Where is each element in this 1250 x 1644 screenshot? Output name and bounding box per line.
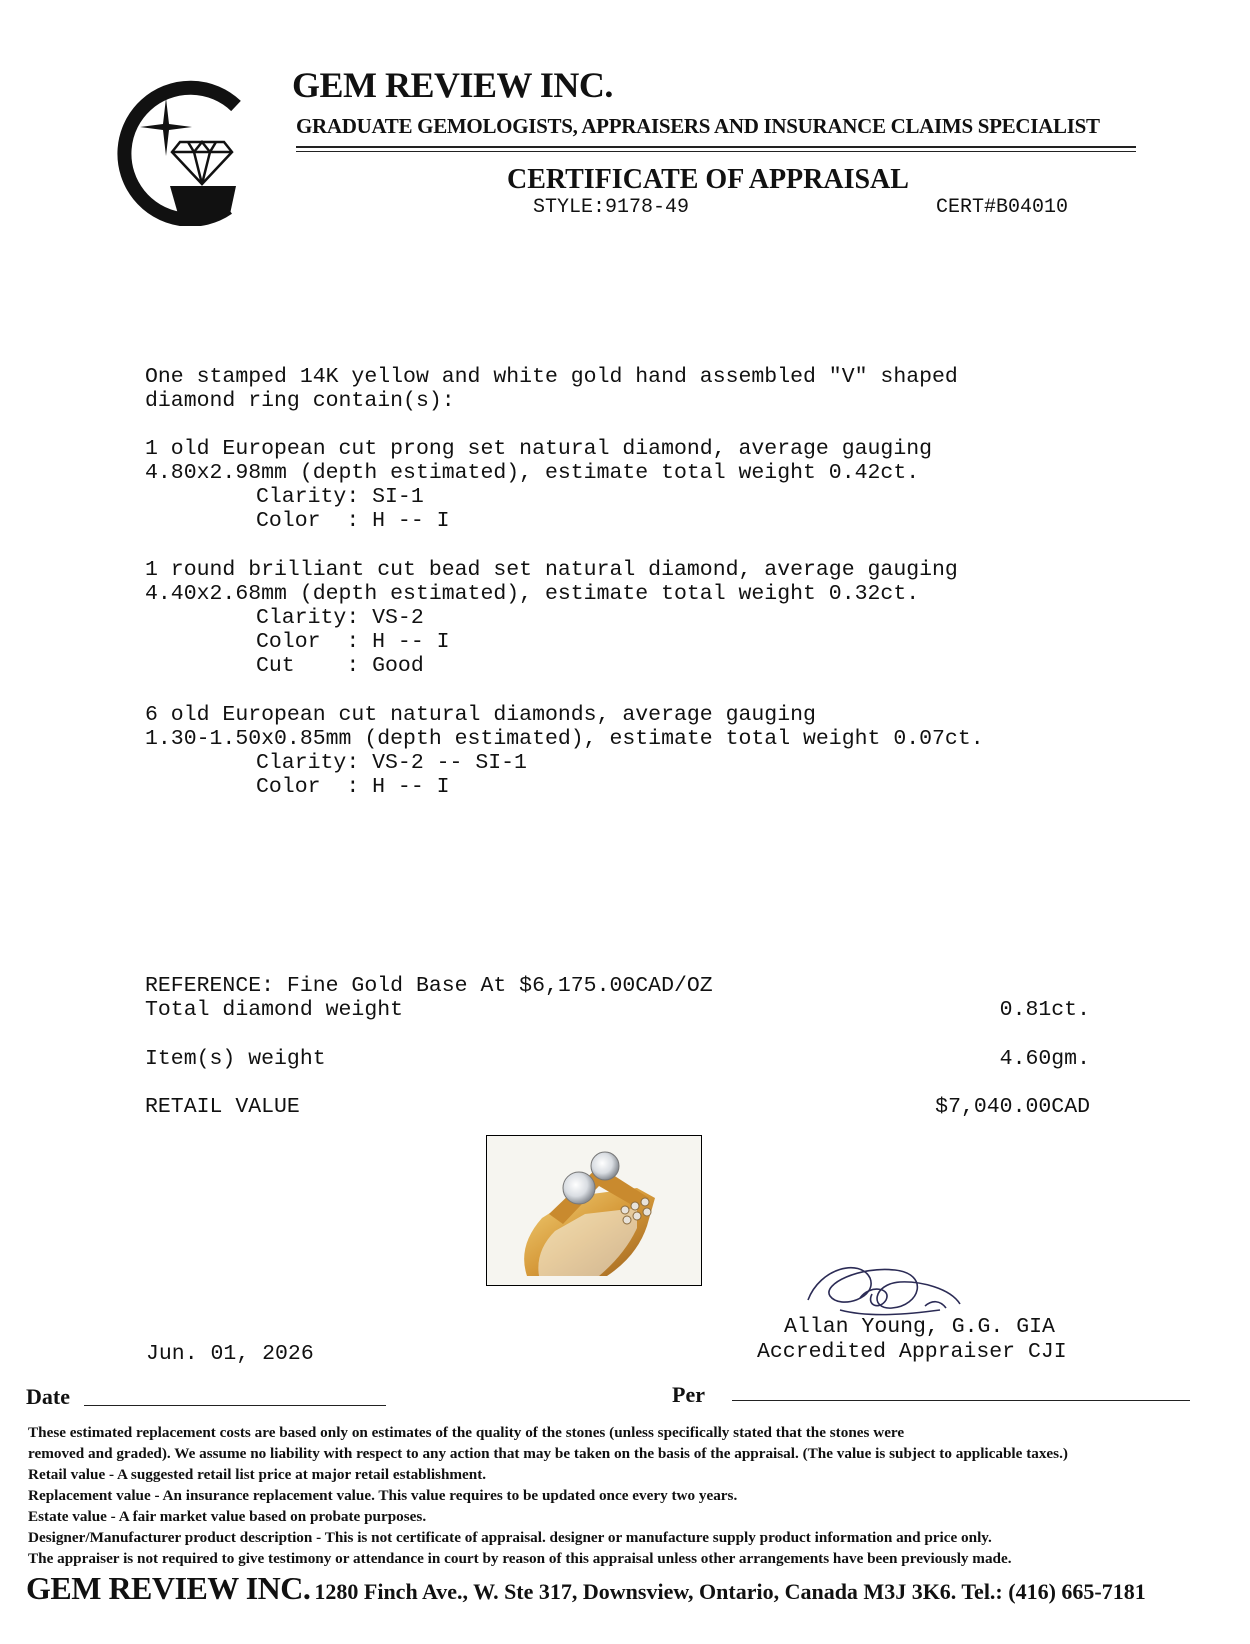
footer-company: GEM REVIEW INC. <box>26 1570 311 1606</box>
retail-value-label: RETAIL VALUE <box>145 1095 300 1119</box>
total-diamond-weight-row <box>145 998 1090 1022</box>
disclaimer-line: removed and graded). We assume no liability with respect to any action that may be taken on the basis of the appraisal. (The value is subject to applicable taxes.) <box>28 1445 1068 1462</box>
company-name: GEM REVIEW INC. <box>292 65 613 105</box>
retail-value-amount: $7,040.00CAD <box>935 1095 1090 1119</box>
company-tagline: GRADUATE GEMOLOGISTS, APPRAISERS AND INSURANCE CLAIMS SPECIALIST <box>296 114 1100 138</box>
per-label: Per <box>672 1382 705 1407</box>
total-diamond-weight-label: Total diamond weight <box>145 998 404 1022</box>
stone-clarity: Clarity: VS-2 <box>256 606 424 630</box>
gold-reference: REFERENCE: Fine Gold Base At $6,175.00CAD/OZ <box>145 974 713 998</box>
retail-value-row <box>145 1095 1090 1119</box>
stone-line: 6 old European cut natural diamonds, average gauging <box>145 703 816 727</box>
stone-color: Color : H -- I <box>256 630 450 654</box>
stone-line: 4.40x2.68mm (depth estimated), estimate total weight 0.32ct. <box>145 582 920 606</box>
stone-clarity: Clarity: SI-1 <box>256 485 424 509</box>
appraiser-credential: Accredited Appraiser CJI <box>757 1340 1067 1364</box>
ring-photo <box>486 1135 702 1286</box>
style-number: STYLE:9178-49 <box>533 196 690 219</box>
header-rule <box>296 151 1136 152</box>
item-weight-label: Item(s) weight <box>145 1047 326 1071</box>
stone-line: 1 round brilliant cut bead set natural diamond, average gauging <box>145 558 958 582</box>
item-description <box>145 365 1090 413</box>
header-rule <box>296 146 1136 148</box>
stone-entry <box>145 558 1090 678</box>
stone-color: Color : H -- I <box>256 509 450 533</box>
diamond-ring-photo-icon <box>487 1136 701 1285</box>
stone-line: 1 old European cut prong set natural diamond, average gauging <box>145 437 933 461</box>
footer-address: 1280 Finch Ave., W. Ste 317, Downsview, Ontario, Canada M3J 3K6. Tel.: (416) 665-7181 <box>314 1579 1146 1604</box>
stone-color: Color : H -- I <box>256 775 450 799</box>
description-line: One stamped 14K yellow and white gold hand assembled "V" shaped <box>145 365 958 389</box>
description-line: diamond ring contain(s): <box>145 389 455 413</box>
disclaimer-line: The appraiser is not required to give testimony or attendance in court by reason of this appraisal unless other arrangements have been previously made. <box>28 1550 1012 1567</box>
disclaimer-line: Retail value - A suggested retail list price at major retail establishment. <box>28 1466 487 1483</box>
total-diamond-weight-value: 0.81ct. <box>999 998 1090 1022</box>
stone-cut: Cut : Good <box>256 654 424 678</box>
disclaimer-line: Designer/Manufacturer product description - This is not certificate of appraisal. designer or manufacture supply product information and price only. <box>28 1529 992 1546</box>
certificate-number: CERT#B04010 <box>936 196 1069 219</box>
stone-clarity: Clarity: VS-2 -- SI-1 <box>256 751 527 775</box>
gem-review-logo-icon <box>108 76 248 226</box>
stone-entry <box>145 703 1090 799</box>
item-weight-value: 4.60gm. <box>999 1047 1090 1071</box>
item-weight-row <box>145 1047 1090 1071</box>
disclaimer-line: Replacement value - An insurance replacement value. This value requires to be updated once every two years. <box>28 1487 738 1504</box>
appraisal-date: Jun. 01, 2026 <box>146 1342 314 1366</box>
disclaimer-line: These estimated replacement costs are based only on estimates of the quality of the stones (unless specifically stated that the stones were <box>28 1424 905 1441</box>
stone-entry <box>145 437 1090 533</box>
date-label: Date <box>26 1384 70 1409</box>
date-signature-line <box>84 1405 386 1406</box>
appraiser-name: Allan Young, G.G. GIA <box>784 1315 1055 1339</box>
stone-line: 1.30-1.50x0.85mm (depth estimated), estimate total weight 0.07ct. <box>145 727 984 751</box>
disclaimer-line: Estate value - A fair market value based on probate purposes. <box>28 1508 427 1525</box>
disclaimer <box>28 1422 1238 1569</box>
footer <box>26 1570 1146 1607</box>
per-signature-line <box>732 1400 1190 1401</box>
stone-line: 4.80x2.98mm (depth estimated), estimate total weight 0.42ct. <box>145 461 920 485</box>
certificate-title: CERTIFICATE OF APPRAISAL <box>507 164 909 195</box>
